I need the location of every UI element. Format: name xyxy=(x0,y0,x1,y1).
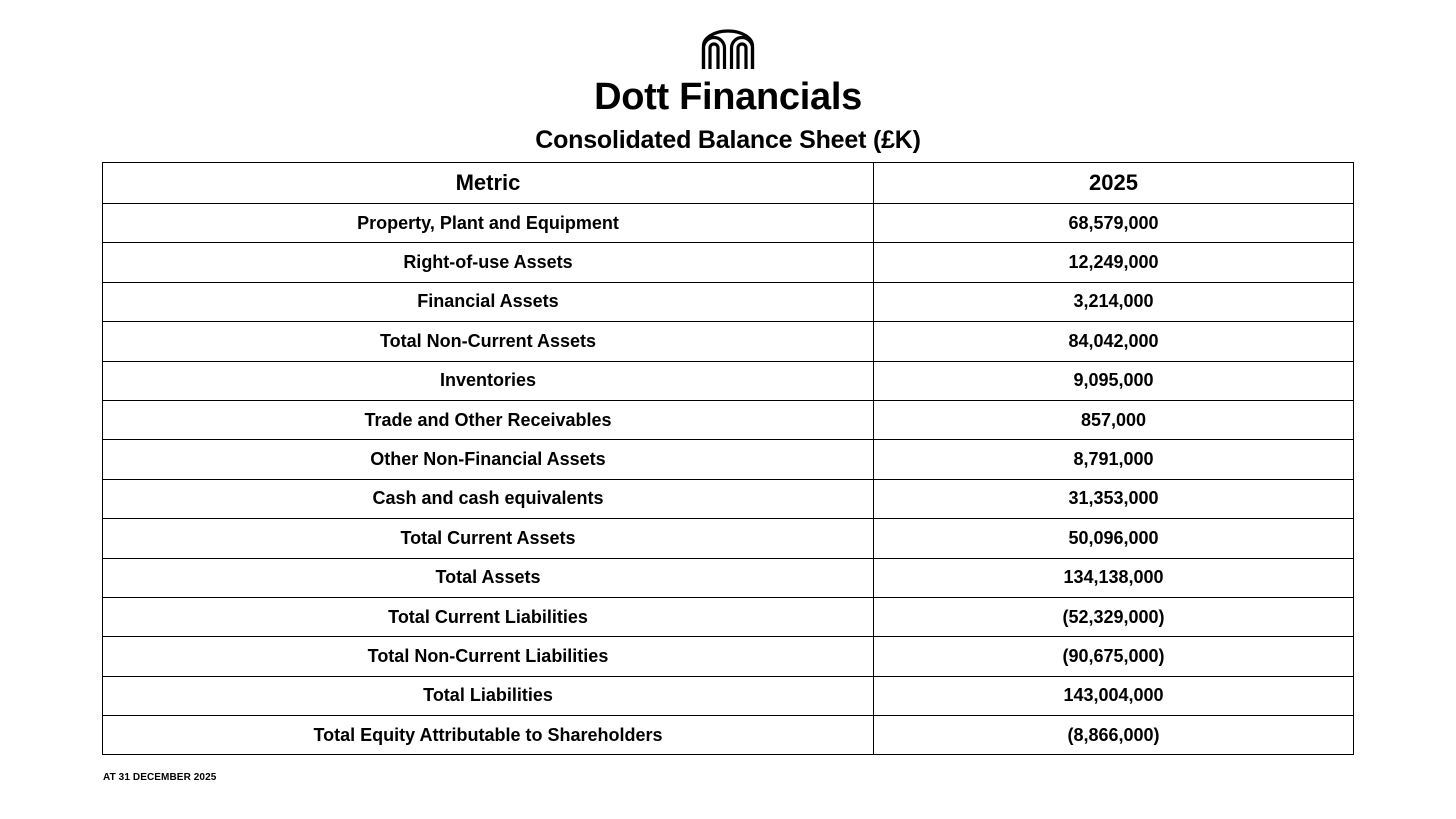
table-header-row xyxy=(103,163,1354,204)
value-cell: (52,329,000) xyxy=(874,597,1354,636)
report-title: Consolidated Balance Sheet (£K) xyxy=(535,126,921,154)
table-row xyxy=(103,716,1354,755)
value-cell: 8,791,000 xyxy=(874,440,1354,479)
table-row xyxy=(103,440,1354,479)
value-cell: 3,214,000 xyxy=(874,282,1354,321)
column-header-metric: Metric xyxy=(103,163,874,204)
metric-cell: Trade and Other Receivables xyxy=(103,400,874,439)
table-row xyxy=(103,597,1354,636)
balance-sheet-table xyxy=(102,162,1354,755)
table-row xyxy=(103,243,1354,282)
table-row xyxy=(103,637,1354,676)
metric-cell: Other Non-Financial Assets xyxy=(103,440,874,479)
table-row xyxy=(103,282,1354,321)
table-row xyxy=(103,204,1354,243)
metric-cell: Total Non-Current Assets xyxy=(103,322,874,361)
value-cell: 9,095,000 xyxy=(874,361,1354,400)
table-row xyxy=(103,322,1354,361)
metric-cell: Total Current Assets xyxy=(103,519,874,558)
value-cell: 12,249,000 xyxy=(874,243,1354,282)
metric-cell: Total Equity Attributable to Shareholders xyxy=(103,716,874,755)
value-cell: (90,675,000) xyxy=(874,637,1354,676)
value-cell: 68,579,000 xyxy=(874,204,1354,243)
metric-cell: Right-of-use Assets xyxy=(103,243,874,282)
metric-cell: Property, Plant and Equipment xyxy=(103,204,874,243)
column-header-year: 2025 xyxy=(874,163,1354,204)
metric-cell: Total Assets xyxy=(103,558,874,597)
table-row xyxy=(103,519,1354,558)
metric-cell: Cash and cash equivalents xyxy=(103,479,874,518)
value-cell: 50,096,000 xyxy=(874,519,1354,558)
value-cell: 143,004,000 xyxy=(874,676,1354,715)
metric-cell: Total Non-Current Liabilities xyxy=(103,637,874,676)
value-cell: 134,138,000 xyxy=(874,558,1354,597)
table-row xyxy=(103,676,1354,715)
metric-cell: Financial Assets xyxy=(103,282,874,321)
table-row xyxy=(103,479,1354,518)
company-name: Dott Financials xyxy=(594,76,862,118)
arch-logo-icon xyxy=(701,29,755,69)
value-cell: 31,353,000 xyxy=(874,479,1354,518)
report-date-footnote: AT 31 DECEMBER 2025 xyxy=(103,772,217,783)
value-cell: (8,866,000) xyxy=(874,716,1354,755)
table-row xyxy=(103,361,1354,400)
table-row xyxy=(103,400,1354,439)
metric-cell: Total Liabilities xyxy=(103,676,874,715)
value-cell: 84,042,000 xyxy=(874,322,1354,361)
table-row xyxy=(103,558,1354,597)
value-cell: 857,000 xyxy=(874,400,1354,439)
metric-cell: Inventories xyxy=(103,361,874,400)
metric-cell: Total Current Liabilities xyxy=(103,597,874,636)
